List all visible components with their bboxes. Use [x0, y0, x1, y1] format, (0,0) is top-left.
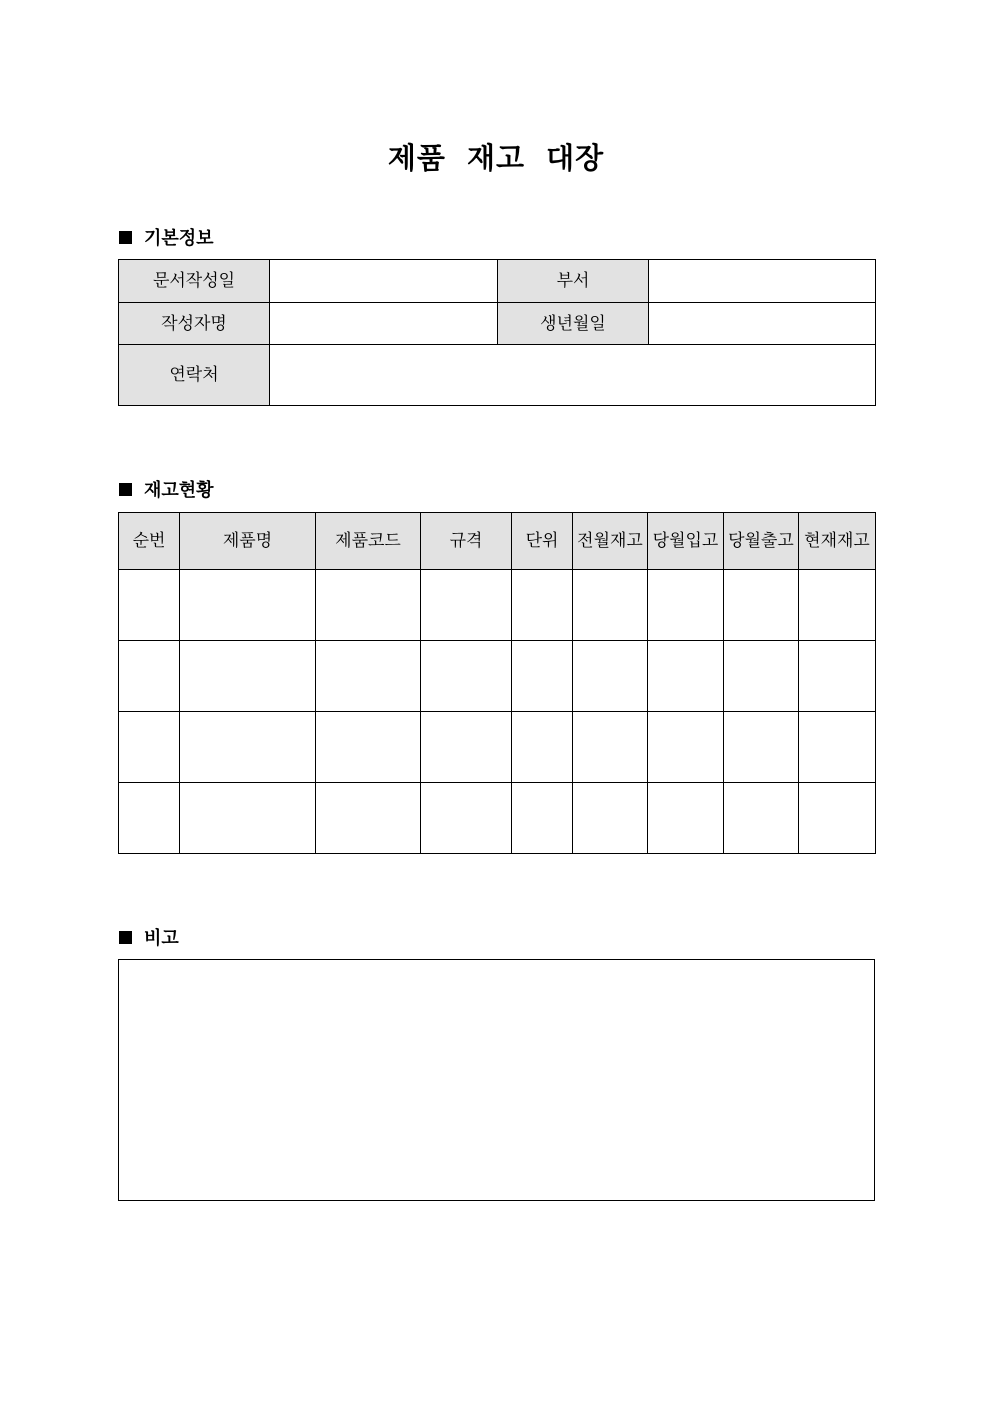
birthdate-label: 생년월일 — [498, 303, 649, 345]
black-square-icon — [119, 483, 132, 496]
table-cell[interactable] — [180, 712, 316, 783]
table-cell[interactable] — [316, 641, 421, 712]
column-header-month-out: 당월출고 — [724, 513, 799, 570]
table-row — [119, 712, 876, 783]
table-cell[interactable] — [724, 641, 799, 712]
table-cell[interactable] — [648, 641, 724, 712]
table-cell[interactable] — [724, 712, 799, 783]
department-field[interactable] — [649, 260, 876, 303]
basic-info-row — [119, 303, 876, 345]
table-row — [119, 570, 876, 641]
black-square-icon — [119, 231, 132, 244]
section-heading-label: 기본정보 — [144, 228, 214, 249]
table-row — [119, 641, 876, 712]
table-cell[interactable] — [512, 641, 573, 712]
basic-info-table — [118, 259, 876, 406]
column-header-spec: 규격 — [421, 513, 512, 570]
table-cell[interactable] — [119, 641, 180, 712]
table-row — [119, 783, 876, 854]
table-cell[interactable] — [316, 783, 421, 854]
column-header-product-name: 제품명 — [180, 513, 316, 570]
table-cell[interactable] — [421, 783, 512, 854]
table-cell[interactable] — [799, 712, 876, 783]
birthdate-field[interactable] — [649, 303, 876, 345]
section-heading-inventory — [119, 476, 214, 502]
table-cell[interactable] — [724, 783, 799, 854]
doc-date-field[interactable] — [270, 260, 498, 303]
inventory-header-row — [119, 513, 876, 570]
table-cell[interactable] — [180, 783, 316, 854]
table-cell[interactable] — [573, 712, 648, 783]
column-header-current-stock: 현재재고 — [799, 513, 876, 570]
department-label: 부서 — [498, 260, 649, 303]
basic-info-row — [119, 260, 876, 303]
table-cell[interactable] — [799, 783, 876, 854]
table-cell[interactable] — [648, 712, 724, 783]
table-cell[interactable] — [512, 712, 573, 783]
table-cell[interactable] — [421, 570, 512, 641]
table-cell[interactable] — [573, 570, 648, 641]
table-cell[interactable] — [119, 712, 180, 783]
column-header-unit: 단위 — [512, 513, 573, 570]
table-cell[interactable] — [180, 641, 316, 712]
black-square-icon — [119, 931, 132, 944]
basic-info-row — [119, 345, 876, 406]
section-heading-remarks — [119, 924, 179, 950]
column-header-product-code: 제품코드 — [316, 513, 421, 570]
doc-date-label: 문서작성일 — [119, 260, 270, 303]
author-field[interactable] — [270, 303, 498, 345]
table-cell[interactable] — [799, 570, 876, 641]
table-cell[interactable] — [724, 570, 799, 641]
table-cell[interactable] — [512, 570, 573, 641]
table-cell[interactable] — [421, 712, 512, 783]
table-cell[interactable] — [316, 570, 421, 641]
section-heading-label: 재고현황 — [144, 480, 214, 501]
table-cell[interactable] — [573, 641, 648, 712]
remarks-box[interactable] — [118, 959, 875, 1201]
table-cell[interactable] — [648, 570, 724, 641]
contact-label: 연락처 — [119, 345, 270, 406]
contact-field[interactable] — [270, 345, 876, 406]
document-title: 제품 재고 대장 — [387, 141, 605, 175]
table-cell[interactable] — [648, 783, 724, 854]
table-cell[interactable] — [421, 641, 512, 712]
table-cell[interactable] — [512, 783, 573, 854]
table-cell[interactable] — [316, 712, 421, 783]
table-cell[interactable] — [119, 783, 180, 854]
table-cell[interactable] — [180, 570, 316, 641]
section-heading-label: 비고 — [144, 928, 179, 949]
column-header-seq: 순번 — [119, 513, 180, 570]
column-header-prev-month-stock: 전월재고 — [573, 513, 648, 570]
section-heading-basic-info — [119, 224, 214, 250]
table-cell[interactable] — [119, 570, 180, 641]
table-cell[interactable] — [573, 783, 648, 854]
column-header-month-in: 당월입고 — [648, 513, 724, 570]
inventory-table — [118, 512, 876, 854]
author-label: 작성자명 — [119, 303, 270, 345]
table-cell[interactable] — [799, 641, 876, 712]
